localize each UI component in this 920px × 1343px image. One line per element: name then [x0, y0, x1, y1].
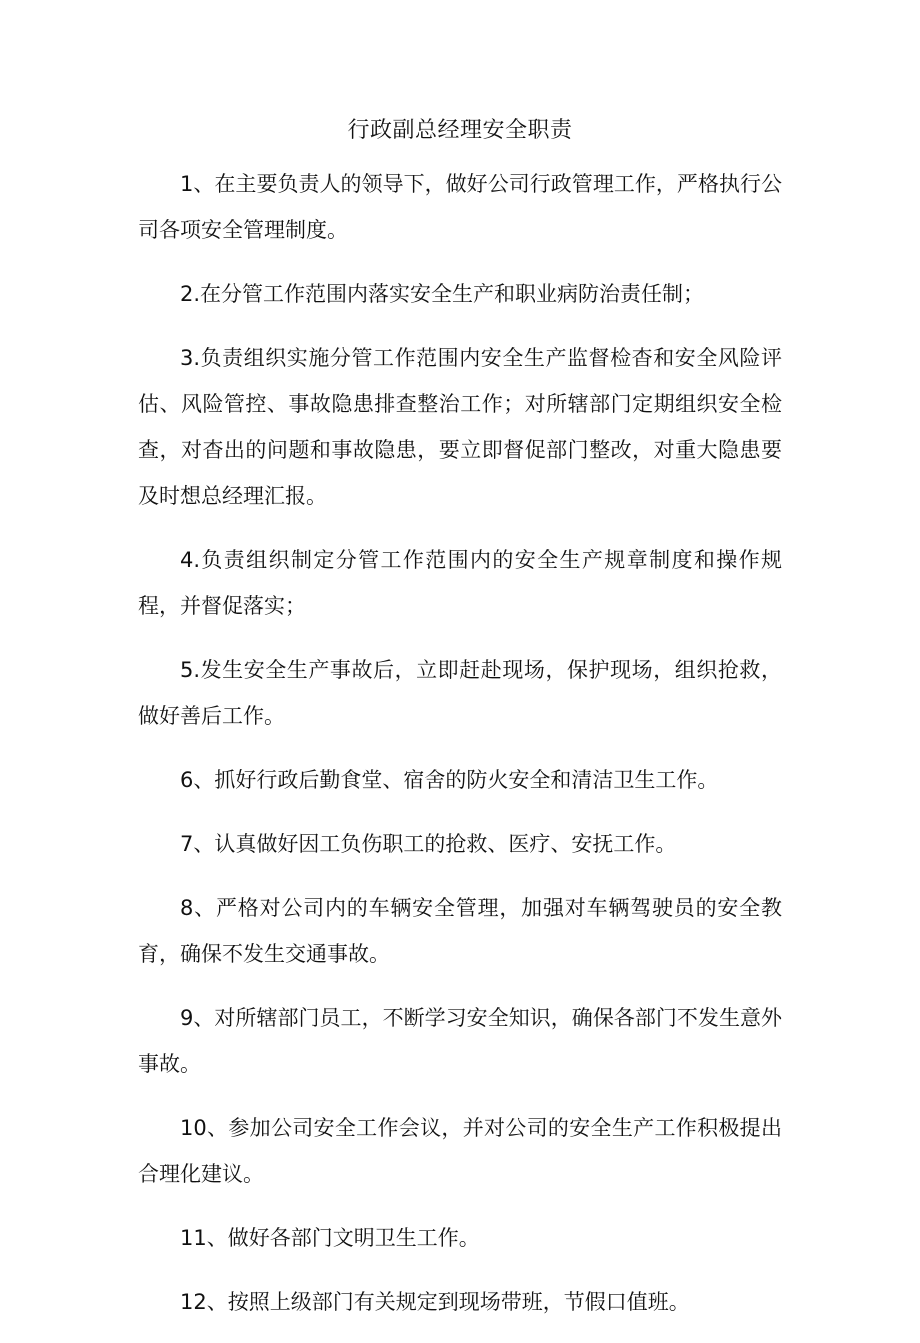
paragraph-7: 7、认真做好因工负伤职工的抢救、医疗、安抚工作。: [180, 832, 677, 856]
paragraph-8: 8、严格对公司内的车辆安全管理，加强对车辆驾驶员的安全教育，确保不发生交通事故。: [138, 896, 782, 966]
paragraph-12: 12、按照上级部门有关规定到现场带班，节假口值班。: [180, 1290, 690, 1314]
paragraph-6: 6、抓好行政后勤食堂、宿舍的防火安全和清洁卫生工作。: [180, 768, 719, 792]
paragraph-5: 5.发生安全生产事故后，立即赶赴现场，保护现场，组织抢救，做好善后工作。: [138, 658, 782, 728]
paragraph-2: 2.在分管工作范围内落实安全生产和职业病防治责任制；: [180, 282, 705, 306]
paragraph-3: 3.负责组织实施分管工作范围内安全生产监督检杳和安全风险评估、风险管控、事故隐患排查整治工作；对所辖部门定期组织安全检查，对杳出的问题和事故隐患，要立即督促部门整改，对重大隐患要及时想总经理汇报。: [138, 346, 782, 508]
paragraph-11: 11、做好各部门文明卫生工作。: [180, 1226, 480, 1250]
document-body: [138, 161, 782, 1343]
document-title: 行政副总经理安全职责: [347, 118, 573, 143]
paragraph-9: 9、对所辖部门员工，不断学习安全知识，确保各部门不发生意外事故。: [138, 1006, 782, 1076]
paragraph-4: 4.负责组织制定分管工作范围内的安全生产规章制度和操作规程，并督促落实；: [138, 548, 782, 618]
paragraph-1: 1、在主要负责人的领导下，做好公司行政管理工作，严格执行公司各项安全管理制度。: [138, 172, 782, 242]
paragraph-10: 10、参加公司安全工作会议，并对公司的安全生产工作积极提出合理化建议。: [138, 1116, 782, 1186]
